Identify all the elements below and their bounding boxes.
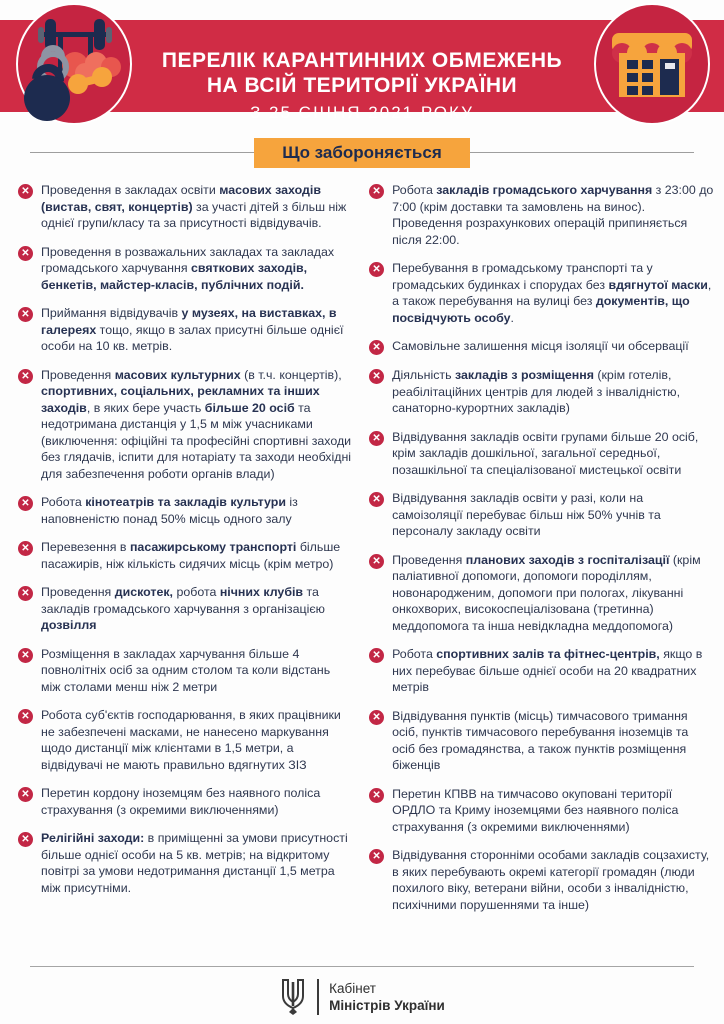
- restriction-item: [18, 707, 353, 773]
- prohibited-x-icon: ✕: [18, 307, 33, 322]
- prohibited-x-icon: ✕: [18, 541, 33, 556]
- prohibited-x-icon: ✕: [18, 586, 33, 601]
- prohibited-x-icon: ✕: [369, 710, 384, 725]
- restriction-text: Робота суб'єктів господарювання, в яких працівники не забезпечені масками, не нанесено маркування щодо дистанції між клієнтами в 1,5 метри, а відвідувачі не мають правильно вдягнутих ЗІЗ: [41, 708, 341, 772]
- footer-org-name: [329, 980, 445, 1014]
- gym-equipment-badge: [16, 3, 132, 125]
- restriction-text: Перетин КПВВ на тимчасово окуповані території ОРДЛО та Криму іноземцями без наявного поліса страхування (з окремими виключеннями): [392, 786, 679, 834]
- prohibited-x-icon: ✕: [369, 554, 384, 569]
- prohibited-x-icon: ✕: [18, 184, 33, 199]
- restriction-text: Проведення планових заходів з госпіталізації (крім паліативної допомоги, допомоги породіллям, новонародженим, допомоги при пологах, лікуванні онкохворих, високоспеціалізована (третинна) меддопомога та інша невідкладна меддопомога): [392, 552, 701, 633]
- prohibited-x-icon: ✕: [18, 369, 33, 384]
- restriction-text: Перебування в громадському транспорті та у громадських будинках і спорудах без вдягнутої маски, а також перебування на вулиці без документів, що посвідчують особу.: [392, 261, 712, 325]
- restriction-item: [18, 785, 353, 818]
- restrictions-list: [18, 182, 714, 913]
- prohibited-x-icon: ✕: [369, 492, 384, 507]
- prohibited-x-icon: ✕: [369, 340, 384, 355]
- page-subtitle-date: З 25 СІЧНЯ 2021 РОКУ: [250, 103, 474, 122]
- restriction-item: [369, 429, 714, 479]
- restriction-text: Відвідування сторонніми особами закладів соцзахисту, в яких перебувають окремі категорії громадян (люди похилого віку, ветерани війни, особи з інвалідністю, психічними порушеннями та інше): [392, 848, 710, 912]
- prohibited-x-icon: ✕: [369, 369, 384, 384]
- divider-line-right: [470, 152, 694, 153]
- prohibited-x-icon: ✕: [369, 788, 384, 803]
- restriction-text: Робота закладів громадського харчування з 23:00 до 7:00 (крім доставки та замовлень на винос). Проведення розрахункових операцій припиняється після 22:00.: [392, 183, 714, 247]
- restriction-text: Проведення дискотек, робота нічних клубів та закладів громадського харчування з організацією дозвілля: [41, 585, 325, 632]
- storefront-icon: [596, 5, 708, 123]
- restriction-item: [18, 830, 353, 896]
- restriction-text: Проведення масових культурних (в т.ч. концертів), спортивних, соціальних, рекламних та інших заходів, в яких бере участь більше 20 осіб та недотримана дистанція у 1,5 м між учасниками (виключення: офіційні та професійні спортивні заходи без глядачів, іспити для нотаріату та заходи необхідні для забезпечення роботи органів влади): [41, 367, 352, 481]
- tryzub-coat-of-arms-icon: [279, 978, 307, 1016]
- restriction-text: Відвідування пунктів (місць) тимчасового тримання осіб, пунктів тимчасового перебування іноземців та осіб без громадянства, а також пунктів розміщення біженців: [392, 708, 689, 772]
- section-badge: Що забороняється: [254, 138, 470, 168]
- prohibited-x-icon: ✕: [18, 787, 33, 802]
- restriction-item: [369, 182, 714, 248]
- restriction-item: [18, 367, 353, 483]
- storefront-badge: [594, 3, 710, 125]
- prohibited-x-icon: ✕: [369, 648, 384, 663]
- divider-line-left: [30, 152, 254, 153]
- footer-vertical-rule: [317, 979, 319, 1015]
- prohibited-x-icon: ✕: [369, 849, 384, 864]
- footer: [0, 978, 724, 1016]
- prohibited-x-icon: ✕: [369, 184, 384, 199]
- restriction-text: Перевезення в пасажирському транспорті більше пасажирів, ніж кількість сидячих місць (крім метро): [41, 540, 341, 571]
- prohibited-x-icon: ✕: [18, 648, 33, 663]
- restriction-text: Відвідування закладів освіти групами більше 20 осіб, крім закладів дошкільної, загальної середньої, позашкільної та спеціалізованої мистецької освіти: [392, 429, 699, 477]
- restriction-text: Самовільне залишення місця ізоляції чи обсервації: [392, 339, 689, 353]
- restriction-text: Проведення в розважальних закладах та закладах громадського харчування святкових заходів, бенкетів, майстер-класів, публічних подій.: [41, 244, 335, 292]
- header-text-block: [140, 48, 584, 123]
- restriction-item: [369, 338, 714, 355]
- restriction-text: Релігійні заходи: в приміщенні за умови присутності більше однієї особи на 5 кв. метрів; на відкритому повітрі за умови недотримання дистанції 1,5 метра між присутніми.: [41, 831, 348, 895]
- restriction-item: [369, 367, 714, 417]
- restriction-text: Відвідування закладів освіти у разі, коли на самоізоляції перебуває більш ніж 50% учнів та персоналу закладу освіти: [392, 491, 661, 538]
- restriction-item: [369, 552, 714, 635]
- restriction-text: Робота спортивних залів та фітнес-центрів, якщо в них перебуває більше однієї особи на 20 квадратних метрів: [392, 647, 703, 694]
- restriction-item: [18, 244, 353, 294]
- restrictions-column-right: [369, 182, 714, 913]
- restriction-item: [18, 646, 353, 696]
- restriction-item: [369, 708, 714, 774]
- prohibited-x-icon: ✕: [369, 262, 384, 277]
- prohibited-x-icon: ✕: [18, 246, 33, 261]
- restriction-text: Розміщення в закладах харчування більше 4 повнолітніх осіб за одним столом та коли відстань між столами менш ніж 2 метри: [41, 646, 331, 694]
- restrictions-column-left: [18, 182, 353, 913]
- prohibited-x-icon: ✕: [369, 431, 384, 446]
- page-title-line1: ПЕРЕЛІК КАРАНТИННИХ ОБМЕЖЕНЬ: [161, 49, 563, 72]
- restriction-item: [18, 584, 353, 634]
- restriction-item: [369, 260, 714, 326]
- restriction-item: [18, 305, 353, 355]
- restriction-item: [369, 646, 714, 696]
- restriction-item: [369, 847, 714, 913]
- gym-equipment-icon: [18, 5, 130, 123]
- restriction-item: [18, 539, 353, 572]
- footer-org-line1: Кабінет: [329, 981, 376, 996]
- restriction-text: Діяльність закладів з розміщення (крім готелів, реабілітаційних центрів для людей з інвалідністю, санаторно-курортних закладів): [392, 368, 681, 415]
- restriction-text: Робота кінотеатрів та закладів культури із наповненістю понад 50% місць одного залу: [41, 495, 298, 526]
- prohibited-x-icon: ✕: [18, 709, 33, 724]
- restriction-item: [18, 182, 353, 232]
- section-divider: [30, 138, 694, 167]
- restriction-item: [369, 786, 714, 836]
- page-title-line2: НА ВСІЙ ТЕРИТОРІЇ УКРАЇНИ: [206, 74, 518, 97]
- restriction-text: Проведення в закладах освіти масових заходів (вистав, свят, концертів) за участі дітей з більш ніж однієї групи/класу та за присутності відвідувачів.: [41, 183, 347, 230]
- footer-divider-line: [30, 966, 694, 967]
- restriction-text: Перетин кордону іноземцям без наявного поліса страхування (з окремими виключеннями): [41, 786, 321, 817]
- footer-org-line2: Міністрів України: [329, 998, 445, 1013]
- prohibited-x-icon: ✕: [18, 496, 33, 511]
- prohibited-x-icon: ✕: [18, 832, 33, 847]
- restriction-text: Приймання відвідувачів у музеях, на виставках, в галереях тощо, якщо в залах присутні більше однієї особи на 10 кв. метрів.: [41, 306, 344, 353]
- restriction-item: [369, 490, 714, 540]
- restriction-item: [18, 494, 353, 527]
